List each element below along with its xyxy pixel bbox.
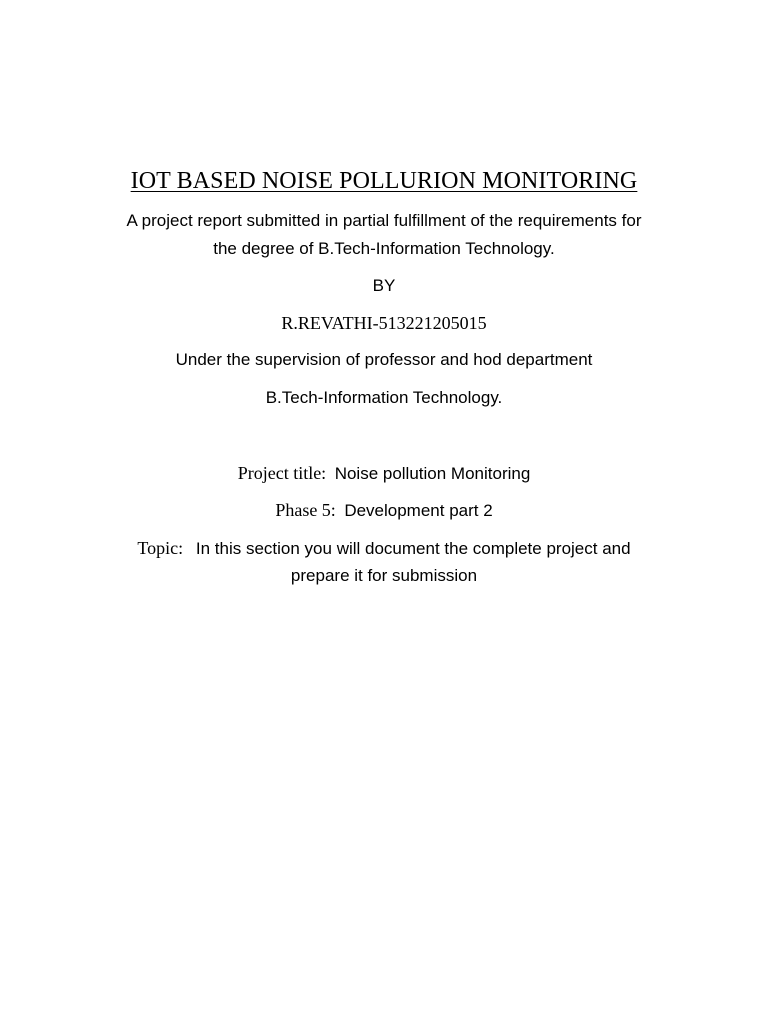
topic-label: Topic: <box>137 538 184 558</box>
author-name: R.REVATHI-513221205015 <box>281 313 487 333</box>
subtitle-line-1: A project report submitted in partial fulfillment of the requirements for <box>126 211 642 230</box>
by-label: BY <box>372 276 396 295</box>
subtitle-line-2: the degree of B.Tech-Information Technology. <box>213 239 555 258</box>
supervision-text: Under the supervision of professor and hod department <box>175 350 593 369</box>
topic-row <box>0 534 768 563</box>
document-title-text: IOT BASED NOISE POLLURION MONITORING <box>130 168 638 194</box>
project-title-row <box>0 459 768 488</box>
phase-label: Phase 5: <box>275 500 336 520</box>
phase-value: Development part 2 <box>344 501 493 520</box>
department-text: B.Tech-Information Technology. <box>265 388 503 407</box>
topic-value-line-2: prepare it for submission <box>290 566 478 585</box>
document-title <box>0 166 768 196</box>
phase-row <box>0 496 768 525</box>
project-title-value: Noise pollution Monitoring <box>334 464 531 483</box>
topic-value-line-1: In this section you will document the complete project and <box>195 539 631 558</box>
project-title-label: Project title: <box>237 463 327 483</box>
